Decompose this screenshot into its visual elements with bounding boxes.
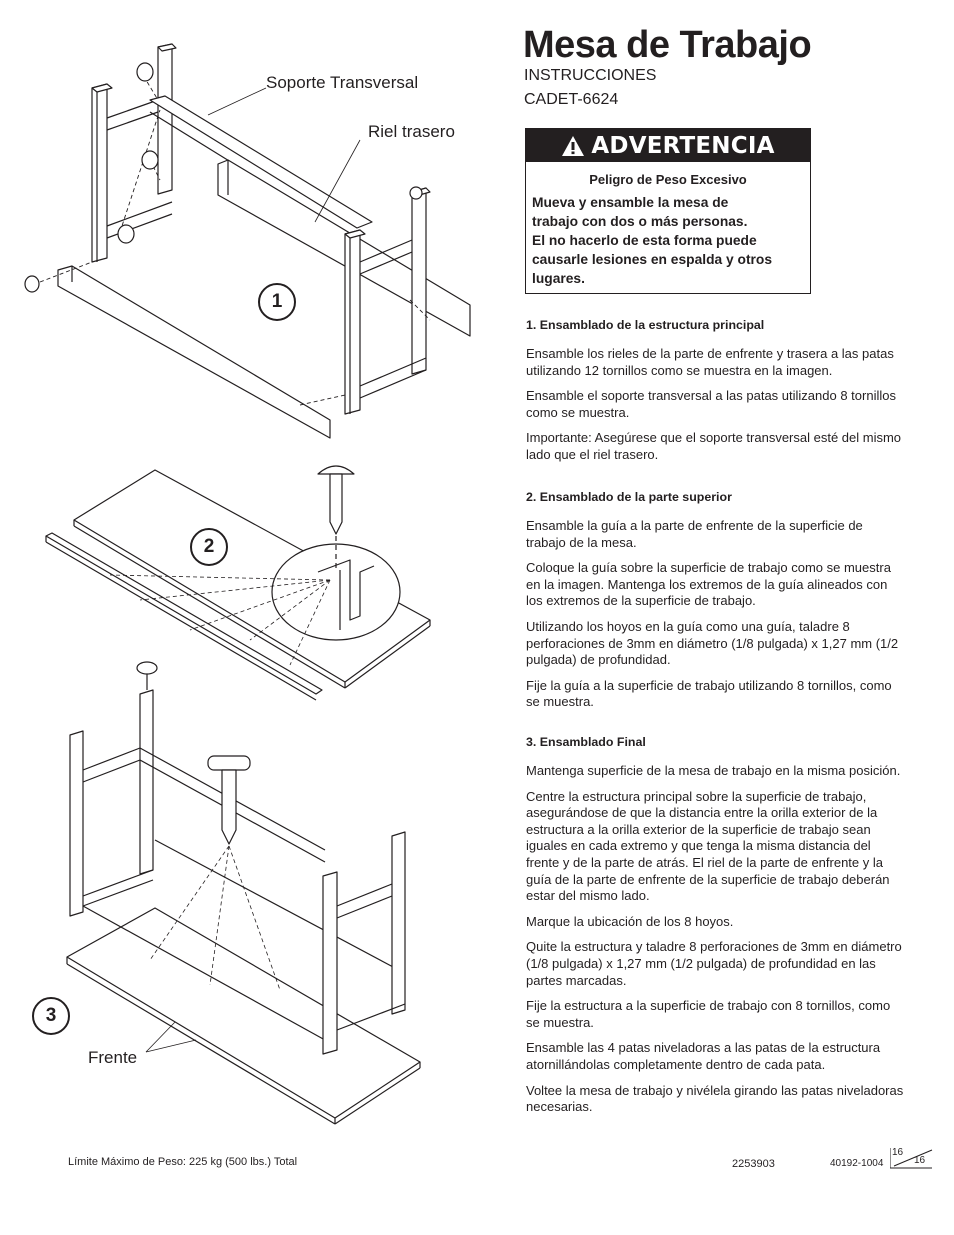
warning-line: trabajo con dos o más personas. [532,214,748,229]
section-paragraph: Fije la estructura a la superficie de trabajo con 8 tornillos, como se muestra. [526,998,891,1030]
callout-cross-support: Soporte Transversal [266,73,419,92]
section-paragraph: Coloque la guía sobre la superficie de trabajo como se muestra en la imagen. Mantenga los extremos de la guía alineados con los extremos de la superficie de trabajo. [526,560,891,609]
step1-frame-drawing [25,44,470,438]
section-top-assembly [526,490,904,720]
callout-rear-rail: Riel trasero [368,122,455,141]
section-paragraph: Ensamble las 4 patas niveladoras a las patas de la estructura atornillándolas completamente dentro de cada pata. [526,1040,881,1072]
step-number-1: 1 [258,283,296,321]
section-paragraph: Voltee la mesa de trabajo y nivélela girando las patas niveladoras necesarias. [526,1082,904,1115]
section-heading: 1. Ensamblado de la estructura principal [526,318,765,332]
step2-top-drawing [46,466,430,700]
doc-number: 40192-1004 [830,1158,884,1169]
section-paragraph: Fije la guía a la superficie de trabajo utilizando 8 tornillos, como se muestra. [526,677,892,710]
section-paragraph: Utilizando los hoyos en la guía como una guía, taladre 8 perforaciones de 3mm en diámetro (1/8 pulgada) x 1,27 mm (1/2 pulgada) de profundidad. [526,618,899,668]
section-paragraph: Ensamble la guía a la parte de enfrente de la superficie de trabajo de la mesa. [526,518,863,550]
warning-body [532,193,804,288]
section-main-frame [526,318,904,473]
section-heading: 2. Ensamblado de la parte superior [526,490,732,504]
page-subtitle: INSTRUCCIONES [524,67,657,84]
callout-front: Frente [88,1048,138,1067]
section-paragraph: Importante: Asegúrese que el soporte transversal esté del mismo lado que el riel trasero. [526,430,902,462]
step-number-2: 2 [190,528,228,566]
section-paragraph: Centre la estructura principal sobre la superficie de trabajo, asegurándose de que la distancia entre la orilla exterior de la estructura a la orilla exterior de la superficie de trabajo sean iguales en cada extremo y que tenga la misma distancia del frente y de la parte de atrás. El riel de la parte de enfrente y la guía de la parte de enfrente de la superficie de trabajo deberán estar del mismo lado. [526,788,890,904]
page-number-bottom: 16 [914,1155,926,1166]
section-paragraph: Ensamble los rieles de la parte de enfrente y trasera a las patas utilizando 12 tornillos como se muestra en la imagen. [526,346,894,378]
page-number-top: 16 [892,1147,904,1158]
warning-line: Mueva y ensamble la mesa de [532,195,729,210]
warning-triangle-icon [561,135,585,157]
warning-line: causarle lesiones en espalda y otros [532,252,773,267]
part-number: 2253903 [732,1158,775,1170]
section-paragraph: Quite la estructura y taladre 8 perforaciones de 3mm en diámetro (1/8 pulgada) x 1,27 mm (1/2 pulgada) de profundidad en las partes marcadas. [526,939,902,988]
model-number: CADET-6624 [524,91,619,108]
page-indicator [890,1148,934,1170]
section-final-assembly [526,735,904,1125]
warning-line: El no hacerlo de esta forma puede [532,233,757,248]
warning-line: lugares. [532,271,585,286]
section-paragraph: Mantenga superficie de la mesa de trabajo en la misma posición. [526,763,901,778]
section-paragraph: Ensamble el soporte transversal a las patas utilizando 8 tornillos como se muestra. [526,388,896,420]
step-number-3: 3 [32,997,70,1035]
weight-limit: Límite Máximo de Peso: 225 kg (500 lbs.) Total [68,1156,298,1168]
section-paragraph: Marque la ubicación de los 8 hoyos. [526,913,734,929]
warning-subtitle: Peligro de Peso Excesivo [589,172,747,187]
warning-box [525,128,811,294]
section-heading: 3. Ensamblado Final [526,735,646,749]
warning-label: ADVERTENCIA [591,132,775,159]
page-title: Mesa de Trabajo [523,24,812,66]
warning-header [526,129,810,162]
